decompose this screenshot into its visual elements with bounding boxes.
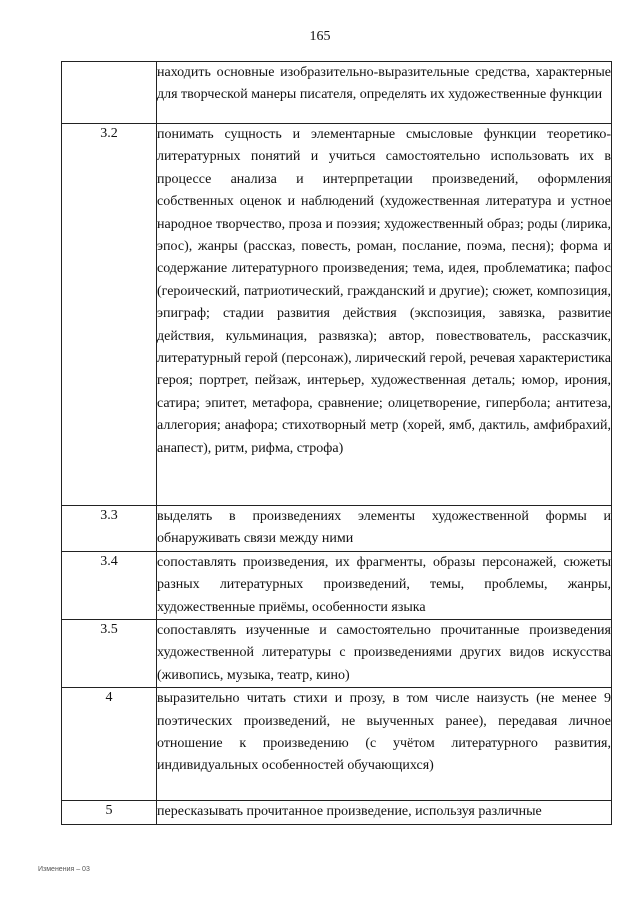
table-row	[62, 124, 612, 506]
table-row	[62, 688, 612, 801]
row-text: пересказывать прочитанное произведение, используя различные	[157, 801, 612, 824]
table-row	[62, 801, 612, 824]
requirements-table	[61, 61, 612, 825]
row-text: выделять в произведениях элементы художественной формы и обнаруживать связи между ними	[157, 506, 612, 552]
row-text: находить основные изобразительно-выразительные средства, характерные для творческой манеры писателя, определять их художественные функции	[157, 62, 612, 124]
table-row	[62, 62, 612, 124]
table-row	[62, 506, 612, 552]
row-text: понимать сущность и элементарные смысловые функции теоретико-литературных понятий и учиться самостоятельно использовать их в процессе анализа и интерпретации произведений, оформления собственных оценок и наблюдений (художественная литература и устное народное творчество, проза и поэзия; художественный образ; роды (лирика, эпос), жанры (рассказ, повесть, роман, послание, поэма, песня); форма и содержание литературного произведения; тема, идея, проблематика; пафос (героический, патриотический, гражданский и другие); сюжет, композиция, эпиграф; стадии развития действия (экспозиция, завязка, развитие действия, кульминация, развязка); автор, повествователь, рассказчик, литературный герой (персонаж), лирический герой, речевая характеристика героя; портрет, пейзаж, интерьер, художественная деталь; юмор, ирония, сатира; эпитет, метафора, сравнение; олицетворение, гипербола; антитеза, аллегория; анафора; стихотворный метр (хорей, ямб, дактиль, амфибрахий, анапест), ритм, рифма, строфа)	[157, 124, 612, 506]
row-code: 3.4	[62, 551, 157, 619]
row-code: 3.5	[62, 620, 157, 688]
row-text: сопоставлять изученные и самостоятельно прочитанные произведения художественной литературы с произведениями других видов искусства (живопись, музыка, театр, кино)	[157, 620, 612, 688]
page-number: 165	[309, 29, 331, 44]
row-text: сопоставлять произведения, их фрагменты, образы персонажей, сюжеты разных литературных произведений, темы, проблемы, жанры, художественные приёмы, особенности языка	[157, 551, 612, 619]
row-code: 4	[62, 688, 157, 801]
row-code: 5	[62, 801, 157, 824]
row-code	[62, 62, 157, 124]
table-row	[62, 620, 612, 688]
table-row	[62, 551, 612, 619]
row-text: выразительно читать стихи и прозу, в том числе наизусть (не менее 9 поэтических произведений, не выученных ранее), передавая личное отношение к произведению (с учётом литературного развития, индивидуальных особенностей обучающихся)	[157, 688, 612, 801]
row-code: 3.3	[62, 506, 157, 552]
footer-note: Изменения – 03	[38, 866, 90, 873]
row-code: 3.2	[62, 124, 157, 506]
